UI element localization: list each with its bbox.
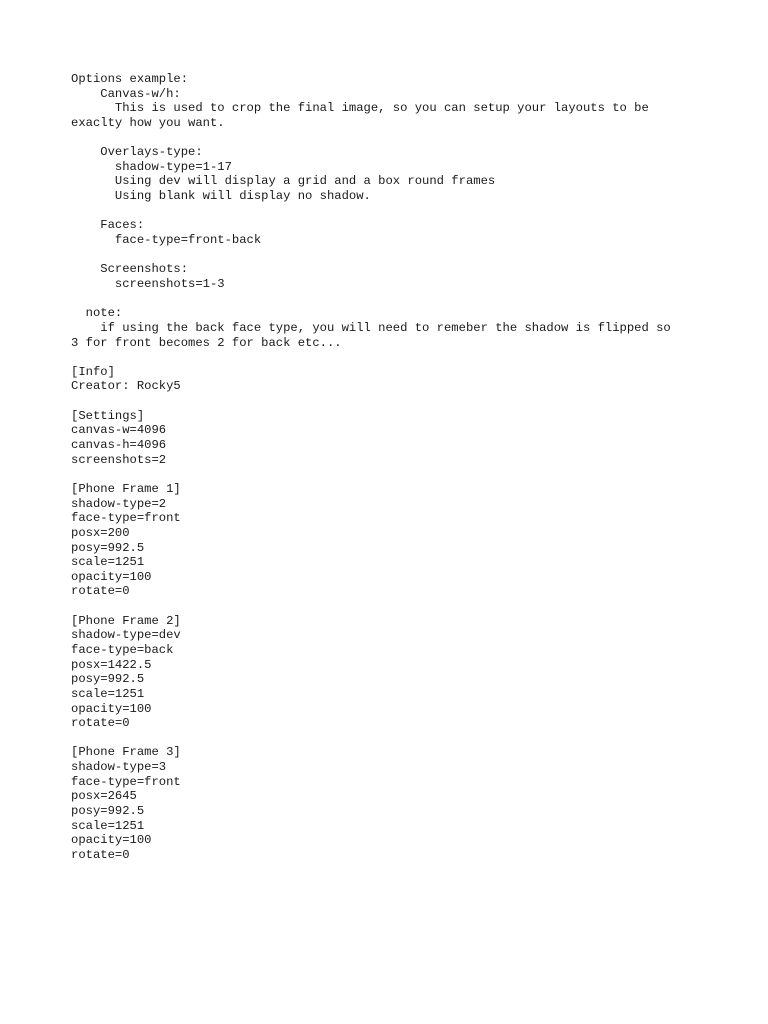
doc-line: rotate=0 bbox=[71, 584, 130, 599]
doc-line: posx=1422.5 bbox=[71, 657, 152, 672]
doc-line: Using blank will display no shadow. bbox=[71, 189, 371, 204]
doc-line: [Info] bbox=[71, 364, 115, 379]
document-page bbox=[71, 72, 731, 863]
doc-line: posy=992.5 bbox=[71, 672, 145, 687]
doc-line: screenshots=2 bbox=[71, 452, 167, 467]
doc-line: [Phone Frame 1] bbox=[71, 481, 181, 496]
doc-line: shadow-type=2 bbox=[71, 496, 167, 511]
doc-line: Using dev will display a grid and a box round frames bbox=[71, 174, 496, 189]
doc-line: exaclty how you want. bbox=[71, 115, 225, 130]
doc-line: canvas-h=4096 bbox=[71, 438, 167, 453]
doc-line: note: bbox=[71, 306, 123, 321]
doc-line: This is used to crop the final image, so you can setup your layouts to be bbox=[71, 101, 649, 116]
doc-line: face-type=front-back bbox=[71, 233, 262, 248]
doc-line: canvas-w=4096 bbox=[71, 423, 167, 438]
doc-line: [Phone Frame 3] bbox=[71, 745, 181, 760]
doc-line bbox=[71, 350, 731, 365]
doc-line: shadow-type=1-17 bbox=[71, 159, 232, 174]
doc-line: Creator: Rocky5 bbox=[71, 379, 181, 394]
doc-line: if using the back face type, you will need to remeber the shadow is flipped so bbox=[71, 320, 671, 335]
doc-line: Canvas-w/h: bbox=[71, 86, 181, 101]
doc-line: rotate=0 bbox=[71, 716, 130, 731]
doc-line: posy=992.5 bbox=[71, 540, 145, 555]
doc-line bbox=[71, 131, 731, 146]
doc-line: face-type=back bbox=[71, 642, 174, 657]
doc-line: shadow-type=dev bbox=[71, 628, 181, 643]
doc-line: Faces: bbox=[71, 218, 145, 233]
doc-line: scale=1251 bbox=[71, 686, 145, 701]
doc-line bbox=[71, 394, 731, 409]
doc-line: Options example: bbox=[71, 72, 189, 86]
doc-line: scale=1251 bbox=[71, 818, 145, 833]
doc-line: posy=992.5 bbox=[71, 804, 145, 819]
doc-line: [Phone Frame 2] bbox=[71, 613, 181, 628]
doc-line: [Settings] bbox=[71, 408, 145, 423]
doc-line: posx=200 bbox=[71, 525, 130, 540]
doc-line: opacity=100 bbox=[71, 701, 152, 716]
doc-line: rotate=0 bbox=[71, 847, 130, 862]
doc-line: face-type=front bbox=[71, 774, 181, 789]
doc-line: screenshots=1-3 bbox=[71, 276, 225, 291]
doc-line: opacity=100 bbox=[71, 569, 152, 584]
doc-line bbox=[71, 204, 731, 219]
doc-line: scale=1251 bbox=[71, 555, 145, 570]
doc-line: opacity=100 bbox=[71, 833, 152, 848]
doc-line: posx=2645 bbox=[71, 789, 137, 804]
doc-line bbox=[71, 731, 731, 746]
doc-line bbox=[71, 292, 731, 307]
doc-line: 3 for front becomes 2 for back etc... bbox=[71, 335, 342, 350]
doc-line: shadow-type=3 bbox=[71, 760, 167, 775]
doc-line: face-type=front bbox=[71, 511, 181, 526]
doc-line bbox=[71, 599, 731, 614]
doc-line: Overlays-type: bbox=[71, 145, 203, 160]
doc-line: Screenshots: bbox=[71, 262, 189, 277]
doc-line bbox=[71, 248, 731, 263]
doc-line bbox=[71, 467, 731, 482]
